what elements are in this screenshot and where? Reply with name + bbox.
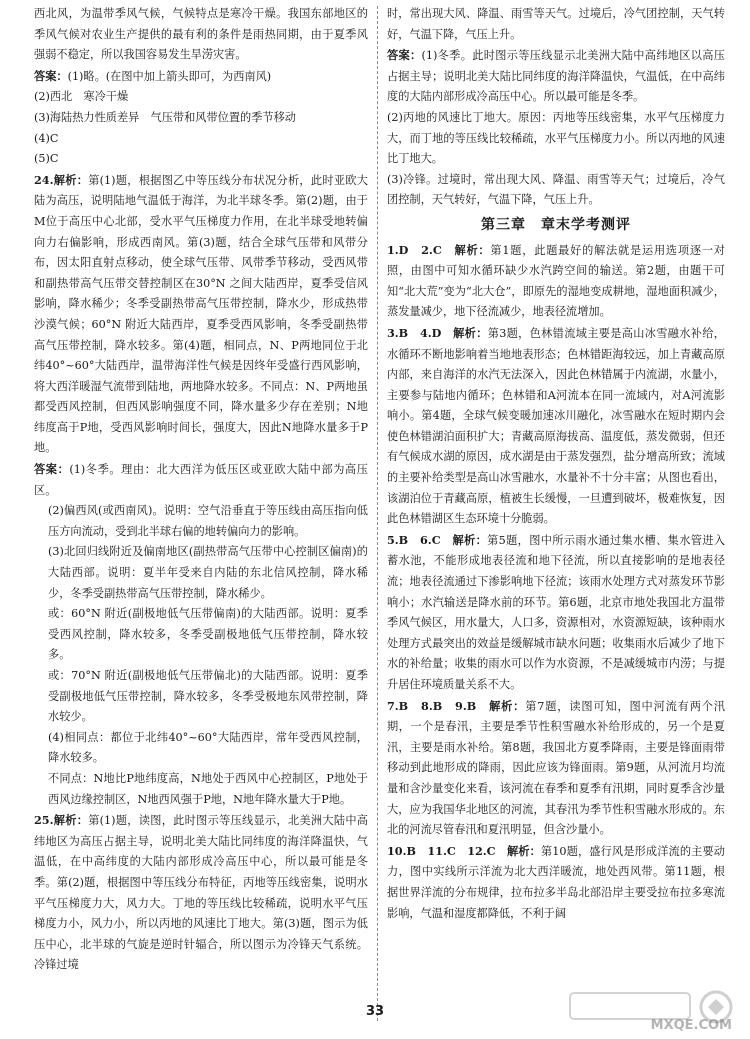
question-24-analysis: 24.解析：第(1)题，根据图乙中等压线分布状况分析，此时亚欧大陆为高压，说明陆地气温低于海洋，为北半球冬季。第(2)题，由于M位于高压中心北部，受水平气压梯度力作用，在北半球受地转偏向力右偏影响，形成西南风。第(3)题，结合全球气压带和风带分布，因太阳直射点移动，使全球气压带、风带季节移动，受西风带和副热带高气压带交替控制区在30°N 之间大陆西岸，夏季受信风影响，降水稀少；冬季受副热带高气压带控制，降水少，形成热带沙漠气候；60°N 附近大陆西岸，夏季受西风影响，冬季受副热带高气压带控制，降水较多。第(4)题，相同点，N、P两地同位于北纬40°~60°大陆西岸，温带海洋性气候是因终年受盛行西风影响，将大西洋暖湿气流带到陆地，两地降水较多。不同点：N、P两地虽都受西风控制，但西风影响强度不同，降水量多少存在差别；N地纬度高于P地，受西风影响时间长，强度大，因此N地降水量多于P地。 <box>34 172 368 455</box>
watermark-text: MXQE.COM <box>650 1018 732 1033</box>
answer-line: 答案：(1)略。(在图中加上箭头即可，为西南风) <box>34 68 272 83</box>
question-25-answer-3: (3)冷锋。过境时，常出现大风、降温、雨雪等天气；过境后，冷气团控制，天气转好，气温下降，气压上升。 <box>387 172 725 207</box>
label-marker: 答案： <box>34 68 68 83</box>
label-marker: 10.B 11.C 12.C 解析： <box>387 843 541 858</box>
paragraph: 时，常出现大风、降温、雨雪等天气。过境后，冷气团控制，天气转好，气温下降，气压上升。 <box>387 7 725 41</box>
answer-line: (4)C <box>34 131 59 145</box>
label-marker: 25.解析： <box>34 813 89 828</box>
label-marker: 5.B 6.C 解析： <box>387 532 488 547</box>
left-column <box>34 0 368 976</box>
answer-7-9: 7.B 8.B 9.B 解析：第7题，读图可知，图中河流有两个汛期，一个是春汛，主要是季节性积雪融水补给形成的，另一个是夏汛，主要是雨水补给。第8题，我国北方夏季降雨，主要是锋面雨带移动到此地形成的降雨，因此应该为锋面雨。第9题，从河流月均流量和含沙量变化来看，该河流在春季和夏季有汛期，同时夏季含沙量大，应为我国华北地区的河流，其春汛为季节性积雪融水形成的。东北的河流尽管春汛和夏汛明显，但含沙量小。 <box>387 698 725 837</box>
answer-5-6: 5.B 6.C 解析：第5题，图中所示雨水通过集水槽、集水管进入蓄水池，不能形成地表径流和地下径流，所以直接影响的是地表径流；地表径流通过下渗影响地下径流；该雨水处理方式对蒸发环节影响小；水汽输送是降水前的环节。第6题，北京市地处我国北方温带季风气候区，用水量大，人口多，资源相对，水资源短缺，该种雨水处理方式最突出的效益是缓解城市缺水问题；收集雨水后减少了地下水的补给量；收集的雨水可以作为水资源，不是减缓城市内涝；与提升居住环境质量关系不大。 <box>387 532 726 691</box>
answer-line: (2)西北 寒冷干燥 <box>34 90 129 104</box>
column-divider <box>377 6 378 1021</box>
right-column <box>387 0 725 924</box>
label-marker: 答案： <box>387 48 422 63</box>
answer-10-12: 10.B 11.C 12.C 解析：第10题，盛行风是形成洋流的主要动力，图中实线所示洋流为北大西洋暖流，地处西风带。第11题，根据世界洋流的分布规律，拉布拉多半岛北部沿岸主要受拉布拉多寒流影响，气温和湿度都降低，不利于阔 <box>387 843 725 920</box>
label-marker: 7.B 8.B 9.B 解析： <box>387 698 526 713</box>
question-24-answer-3-alt-a: 或：60°N 附近(副极地低气压带偏南)的大陆西部。说明：夏季受西风控制，降水较多，冬季受副极地低气压带控制，降水较多。 <box>48 607 368 662</box>
answer-3-4: 3.B 4.D 解析：第3题，色林错流域主要是高山冰雪融水补给，水循环不断地影响着当地地表形态；色林错距海较远，加上青藏高原内部，来自海洋的水汽无法深入，因此色林错属于内流湖，水量小，主要参与陆地内循环；色林错和A河流本在同一流域内，对A河流影响小。第4题，全球气候变暖加速冰川融化，冰雪融水在短时期内会使色林错湖泊面积扩大；青藏高原海拔高、温度低，蒸发微弱，但还有气候成水湖的原因，成水湖是由于蒸发强烈，盐分增高所致；流域的主要补给类型是高山冰雪融水，水量补不十分丰富；从图也看出，该湖泊位于青藏高原，植被生长缓慢，一旦遭到破坏，极难恢复，因此色林错湖区生态环境十分脆弱。 <box>387 325 725 526</box>
label-marker: 24.解析： <box>34 172 89 187</box>
question-24-answer-3: (3)北回归线附近及偏南地区(副热带高气压带中心控制区偏南)的大陆西部。说明：夏半年受来自内陆的东北信风控制，降水稀少，冬季受副热带高气压带控制，降水稀少。 <box>48 545 368 600</box>
question-24-answer-3-alt-b: 或：70°N 附近(副极地低气压带偏北)的大陆西部。说明：夏季受副极地低气压带控制，降水较多，冬季受极地东风带控制，降水较少。 <box>48 669 368 724</box>
answer-line: (3)海陆热力性质差异 气压带和风带位置的季节移动 <box>34 110 296 124</box>
paragraph: 西北风，为温带季风气候，气候特点是寒冷干燥。我国东部地区的季风气候对农业生产提供的最有利的条件是雨热同期，由于夏季风强弱不稳定，所以我国容易发生旱涝灾害。 <box>34 7 368 62</box>
page-number: 33 <box>365 1004 385 1019</box>
question-25-analysis: 25.解析：第(1)题，读图，此时图示等压线显示，北美洲大陆中高纬地区为高压占据主导，说明北美大陆比同纬度的海洋降温快，气温低，在中高纬度的大陆内部形成冷高压中心，所以最可能是冬季。第(2)题，根据图中等压线分布特征，丙地等压线密集，说明水平气压梯度力大，风力大。丁地的等压线比较稀疏，说明水平气压梯度力小，风力小，所以丙地的风速比丁地大。第(3)题，图示为低压中心，北半球的气旋是逆时针辐合，所以图示为冷锋天气系统。冷锋过境 <box>34 813 368 972</box>
question-25-answer-1: 答案：(1)冬季。此时图示等压线显示北美洲大陆中高纬地区以高压占据主导；说明北美大陆比同纬度的海洋降温快，气温低，在中高纬度的大陆内部形成冷高压中心。所以最可能是冬季。 <box>387 48 725 104</box>
chapter-title: 第三章 章末学考测评 <box>481 216 631 233</box>
answer-line: (5)C <box>34 152 59 166</box>
question-25-answer-2: (2)丙地的风速比丁地大。原因：丙地等压线密集，水平气压梯度力大，而丁地的等压线比较稀疏，水平气压梯度力小。所以丙地的风速比丁地大。 <box>387 110 725 166</box>
label-marker: 3.B 4.D 解析： <box>387 325 488 340</box>
label-marker: 答案： <box>34 462 70 477</box>
label-marker: 1.D 2.C 解析： <box>387 242 491 257</box>
question-24-answer-4: (4)相同点：都位于北纬40°~60°大陆西岸，常年受西风控制，降水较多。 <box>48 730 368 765</box>
answer-1-2: 1.D 2.C 解析：第1题，此题最好的解法就是运用选项逐一对照，由图中可知水循环缺少水汽跨空间的输送。第2题，由题干可知“北大荒”变为“北大仓”，即原先的湿地变成耕地，湿地面积减少，蒸发量减少，地下径流减少，地表径流增加。 <box>387 242 726 319</box>
question-24-answer-4-diff: 不同点：N地比P地纬度高，N地处于西风中心控制区，P地处于西风边缘控制区，N地西风强于P地，N地年降水量大于P地。 <box>48 771 368 806</box>
question-24-answer-2: (2)偏西风(或西南风)。说明：空气沿垂直于等压线由高压指向低压方向流动，受到北半球右偏的地转偏向力的影响。 <box>48 504 368 538</box>
question-24-answer-1: 答案：(1)冬季。理由：北大西洋为低压区或亚欧大陆中部为高压区。 <box>34 462 368 497</box>
